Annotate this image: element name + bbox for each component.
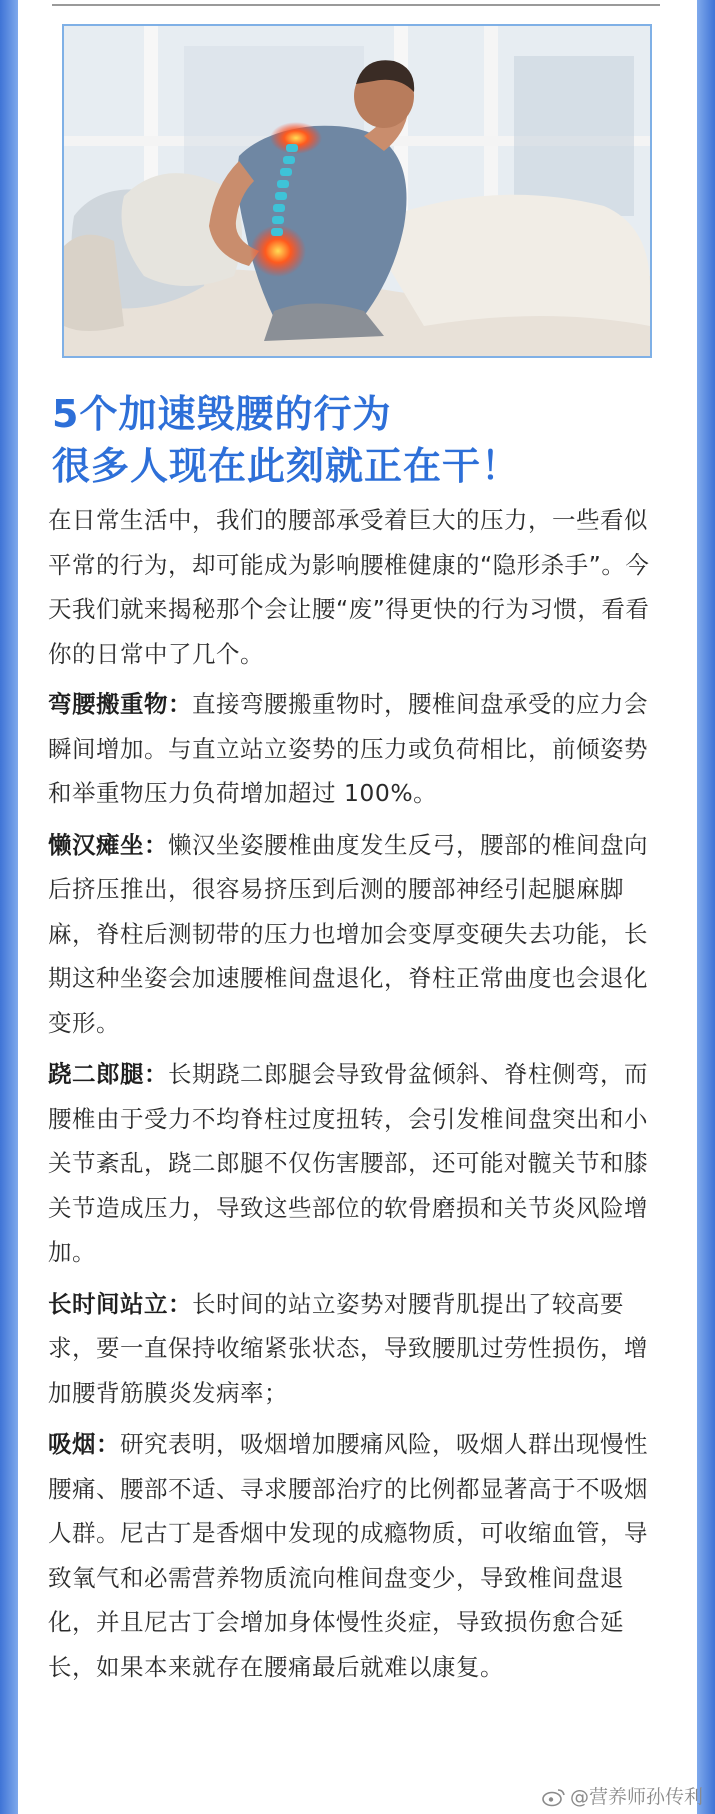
- headline: [52, 388, 672, 492]
- section-text: 研究表明，吸烟增加腰痛风险，吸烟人群出现慢性腰痛、腰部不适、寻求腰部治疗的比例都显著高于不吸烟人群。尼古丁是香烟中发现的成瘾物质，可收缩血管，导致氧气和必需营养物质流向椎间盘变少，导致椎间盘退化，并且尼古丁会增加身体慢性炎症，导致损伤愈合延长，如果本来就存在腰痛最后就难以康复。: [48, 1430, 648, 1681]
- section-text: 长期跷二郎腿会导致骨盆倾斜、脊柱侧弯，而腰椎由于受力不均脊柱过度扭转，会引发椎间盘突出和小关节紊乱，跷二郎腿不仅伤害腰部，还可能对髋关节和膝关节造成压力，导致这些部位的软骨磨损和关节炎风险增加。: [48, 1060, 648, 1266]
- section-term: 弯腰搬重物：: [48, 690, 192, 718]
- back-pain-photo: [62, 24, 652, 358]
- weibo-logo-icon: [542, 1787, 566, 1807]
- section-text: 长时间的站立姿势对腰背肌提出了较高要求，要一直保持收缩紧张状态，导致腰肌过劳性损伤，增加腰背筋膜炎发病率；: [48, 1289, 648, 1407]
- section-paragraph: [48, 682, 670, 816]
- section-paragraph: [48, 823, 670, 1046]
- headline-line-2: 很多人现在此刻就正在干！: [52, 444, 521, 488]
- section-term: 吸烟：: [48, 1430, 120, 1458]
- intro-paragraph: 在日常生活中，我们的腰部承受着巨大的压力，一些看似平常的行为，却可能成为影响腰椎健康的“隐形杀手”。今天我们就来揭秘那个会让腰“废”得更快的行为习惯，看看你的日常中了几个。: [48, 506, 650, 668]
- section-text: 直接弯腰搬重物时，腰椎间盘承受的应力会瞬间增加。与直立站立姿势的压力或负荷相比，前倾姿势和举重物压力负荷增加超过 100%。: [48, 690, 648, 807]
- top-divider: [52, 4, 660, 6]
- section-term: 懒汉瘫坐：: [48, 830, 168, 859]
- watermark: [542, 1782, 703, 1812]
- section-term: 长时间站立：: [48, 1289, 192, 1318]
- article-body: [48, 498, 670, 1696]
- back-pain-illustration: [64, 26, 650, 356]
- watermark-text: @营养师孙传利: [569, 1786, 703, 1808]
- section-text: 懒汉坐姿腰椎曲度发生反弓，腰部的椎间盘向后挤压推出，很容易挤压到后测的腰部神经引起腿麻脚麻，脊柱后测韧带的压力也增加会变厚变硬失去功能，长期这种坐姿会加速腰椎间盘退化，脊柱正常曲度也会退化变形。: [48, 830, 648, 1037]
- section-paragraph: [48, 1282, 670, 1416]
- section-paragraph: [48, 1052, 670, 1275]
- section-paragraph: [48, 1422, 670, 1689]
- headline-line-1: 5个加速毁腰的行为: [52, 392, 392, 436]
- section-term: 跷二郎腿：: [48, 1060, 168, 1088]
